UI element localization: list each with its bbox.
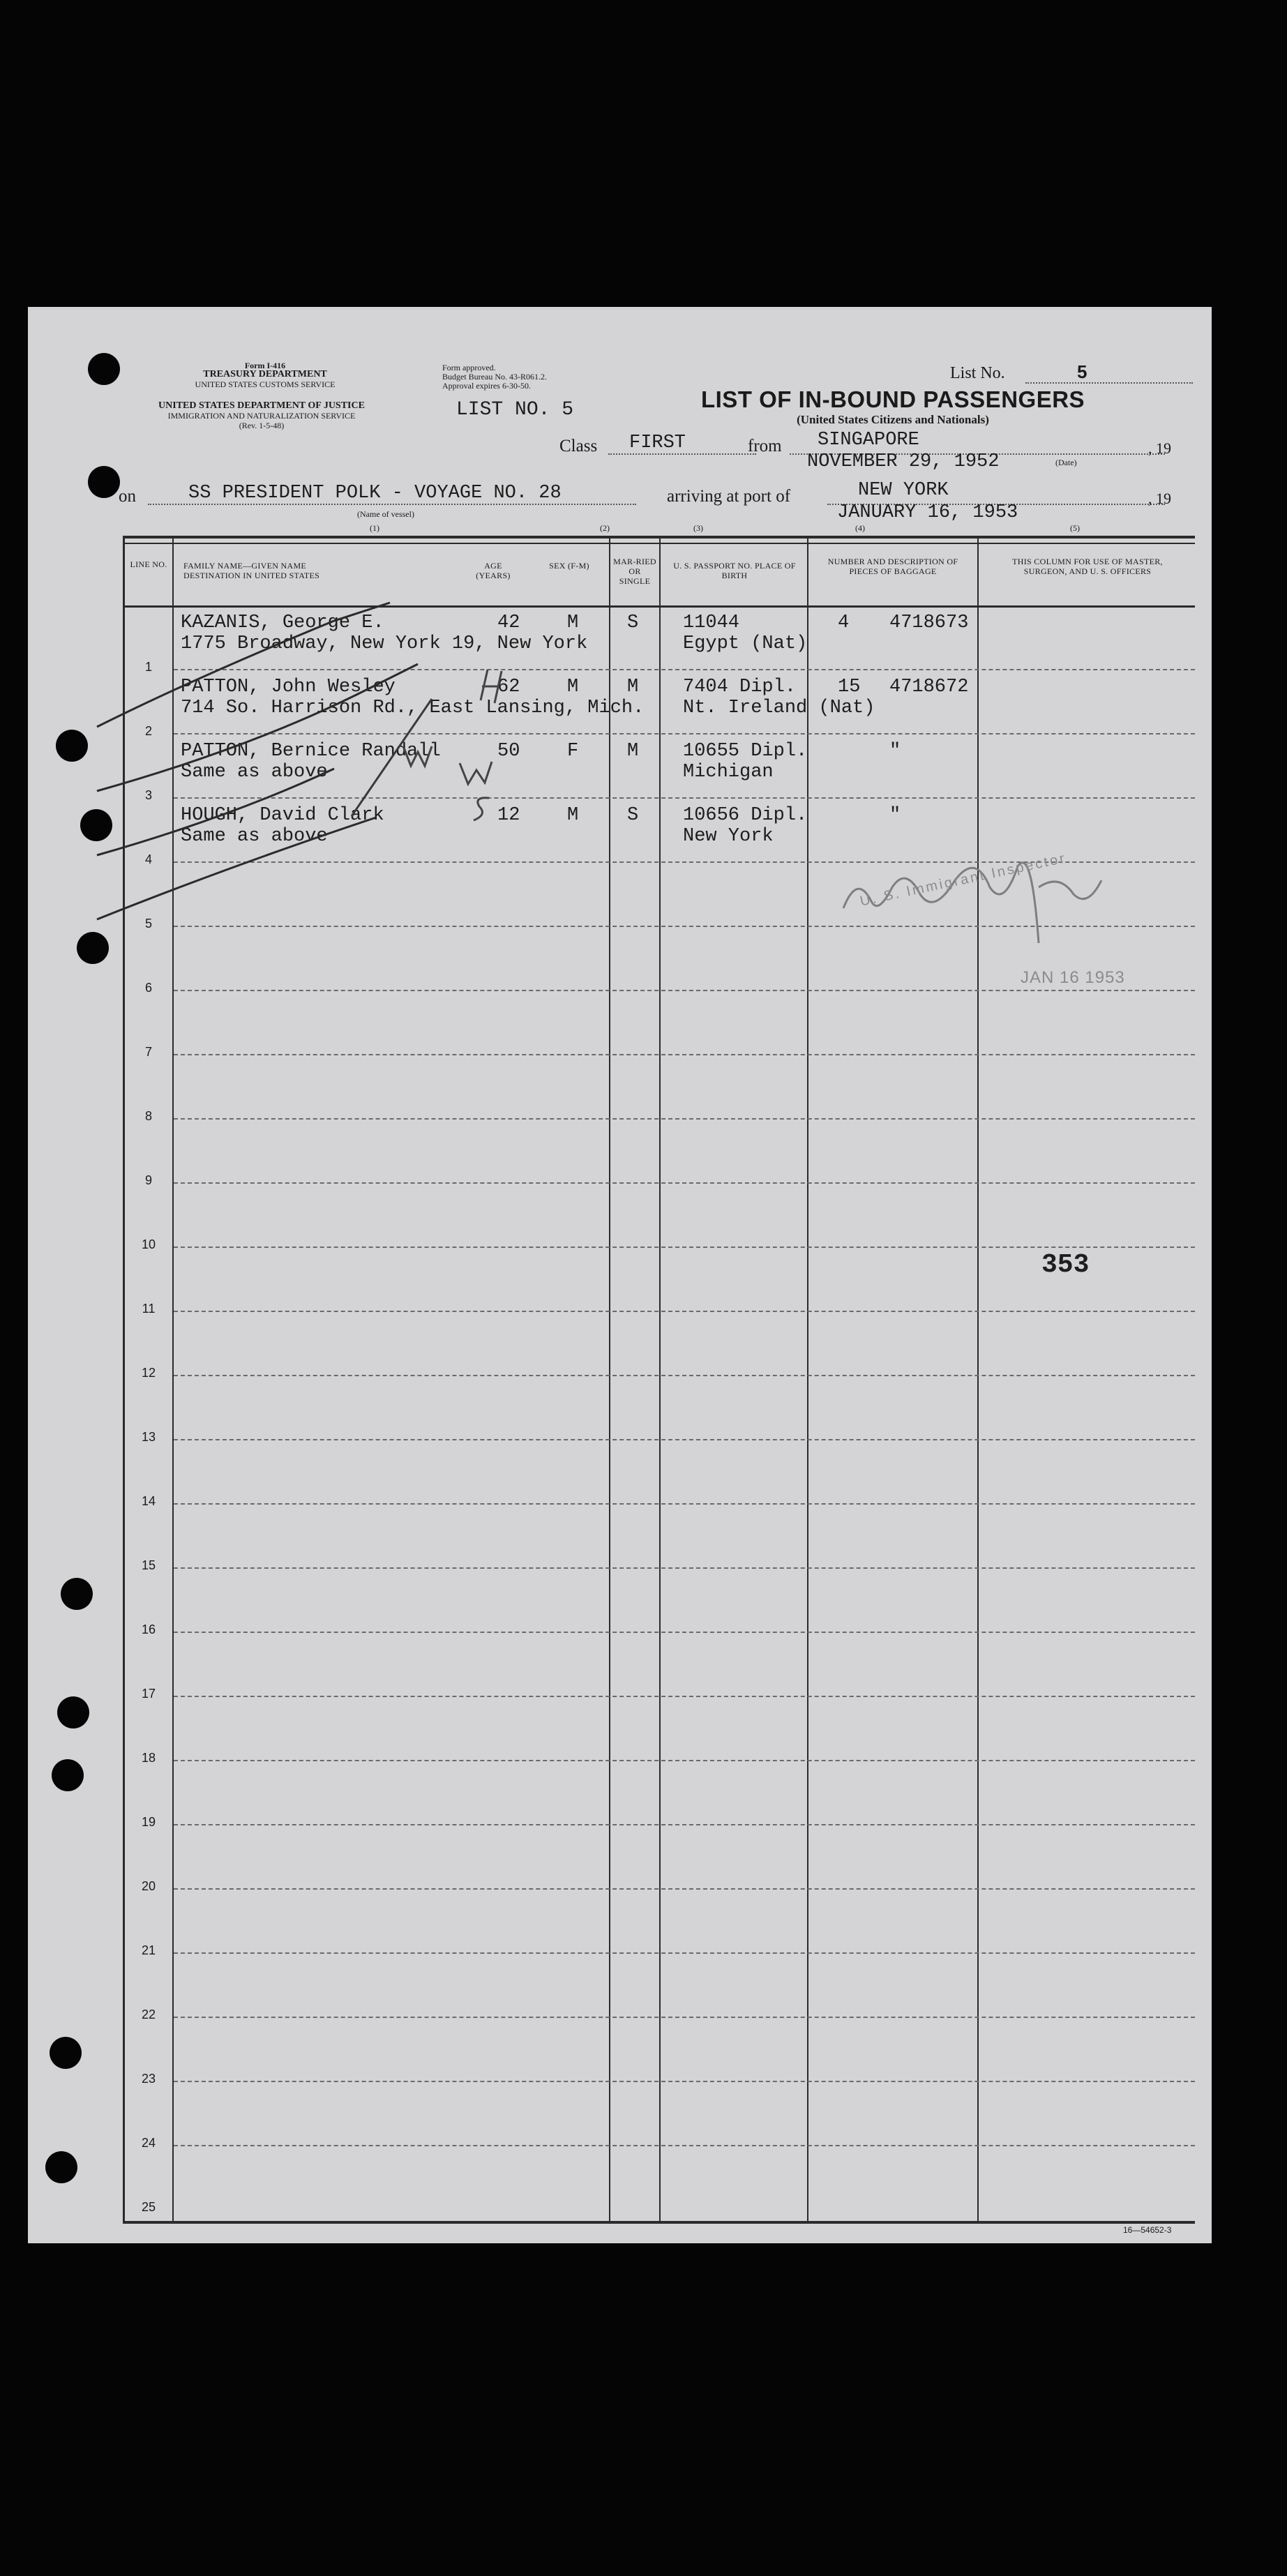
- header-officers: THIS COLUMN FOR USE OF MASTER, SURGEON, AND U. S. OFFICERS: [1012, 557, 1163, 576]
- passenger-name: PATTON, John Wesley: [181, 677, 396, 698]
- row-divider: [174, 1246, 1195, 1248]
- passenger-age: 12: [497, 805, 520, 826]
- passenger-name: HOUGH, David Clark: [181, 805, 384, 826]
- place-of-birth: New York: [683, 826, 774, 847]
- arriving-label: arriving at port of: [667, 487, 791, 506]
- page-count-stamp: 353: [1041, 1250, 1090, 1280]
- line-number: 19: [141, 1815, 156, 1829]
- binder-hole: [56, 730, 88, 762]
- row-divider: [174, 990, 1195, 991]
- baggage-description: ": [889, 805, 901, 826]
- revision: (Rev. 1-5-48): [239, 421, 285, 430]
- on-label: on: [119, 487, 136, 506]
- binder-hole: [88, 466, 120, 498]
- row-divider: [174, 1118, 1195, 1120]
- from-port: SINGAPORE: [818, 430, 919, 451]
- row-divider: [174, 2017, 1195, 2018]
- from-label: from: [748, 437, 782, 455]
- from-date: NOVEMBER 29, 1952: [807, 451, 1000, 472]
- passenger-age: 62: [497, 677, 520, 698]
- passenger-sex: M: [567, 612, 579, 633]
- line-number: 7: [144, 1045, 152, 1059]
- passport-number: 7404 Dipl.: [683, 677, 797, 698]
- header-destination: DESTINATION IN UNITED STATES: [183, 571, 320, 580]
- line-number: 12: [141, 1366, 156, 1380]
- passenger-destination: Same as above: [181, 762, 328, 783]
- passenger-table: [123, 536, 1195, 2224]
- row-divider: [174, 1054, 1195, 1055]
- line-number: 3: [144, 788, 152, 802]
- h-mark: [481, 670, 502, 703]
- header-sex: SEX (F-M): [549, 561, 589, 571]
- check-mark: [97, 818, 376, 919]
- col-num-5: (5): [1070, 523, 1080, 533]
- line-number: 1: [144, 660, 152, 674]
- col-num-3: (3): [693, 523, 703, 533]
- row-divider: [174, 1182, 1195, 1184]
- row-divider: [174, 1952, 1195, 1954]
- passenger-sex: M: [567, 805, 579, 826]
- passenger-name: KAZANIS, George E.: [181, 612, 384, 633]
- row-divider: [174, 1375, 1195, 1376]
- passenger-age: 50: [497, 741, 520, 762]
- passenger-destination: 1775 Broadway, New York 19, New York: [181, 633, 588, 654]
- class-rule: [608, 453, 756, 455]
- row-divider: [174, 1696, 1195, 1697]
- line-number: 21: [141, 1943, 156, 1957]
- passenger-destination: 714 So. Harrison Rd., East Lansing, Mich.: [181, 698, 645, 718]
- page-title: LIST OF IN-BOUND PASSENGERS: [700, 386, 1085, 412]
- inspector-stamp: U. S. Immigrant Inspector: [859, 850, 1068, 910]
- passenger-marital-status: M: [627, 677, 639, 698]
- w-mark: [404, 746, 432, 766]
- row-divider: [174, 1311, 1195, 1312]
- binder-hole: [52, 1759, 84, 1791]
- line-number: 11: [142, 1302, 156, 1316]
- passport-number: 11044: [683, 612, 740, 633]
- row-divider: [174, 2081, 1195, 2082]
- row-divider: [174, 1503, 1195, 1505]
- line-number: 2: [144, 724, 152, 738]
- vessel-label: (Name of vessel): [357, 509, 414, 519]
- binder-hole: [88, 353, 120, 385]
- binder-hole: [45, 2151, 77, 2183]
- line-number: 5: [144, 917, 152, 931]
- passenger-sex: M: [567, 677, 579, 698]
- date-label: (Date): [1055, 458, 1077, 467]
- row-divider: [174, 1439, 1195, 1440]
- list-no-value: 5: [1077, 361, 1087, 382]
- line-number: 25: [141, 2200, 156, 2214]
- arrival-date: JANUARY 16, 1953: [837, 502, 1018, 523]
- binder-hole: [50, 2037, 82, 2069]
- line-number: 14: [141, 1494, 156, 1508]
- budget-bureau: Budget Bureau No. 43-R061.2.: [442, 372, 547, 382]
- row-divider: [174, 1888, 1195, 1890]
- row-divider: [174, 1760, 1195, 1761]
- passenger-sex: F: [567, 741, 579, 762]
- vessel-name: SS PRESIDENT POLK - VOYAGE NO. 28: [188, 483, 562, 504]
- line-number: 18: [141, 1751, 156, 1765]
- binder-hole: [77, 932, 109, 964]
- line-number: 20: [141, 1879, 156, 1893]
- place-of-birth: Nt. Ireland (Nat): [683, 698, 875, 718]
- binder-hole: [80, 809, 112, 841]
- line-number: 22: [141, 2008, 156, 2021]
- passenger-marital-status: M: [627, 741, 639, 762]
- passenger-marital-status: S: [627, 612, 639, 633]
- baggage-description: 4718672: [889, 677, 969, 698]
- form-number: Form I-416: [244, 361, 286, 370]
- line-number: 8: [144, 1109, 152, 1123]
- baggage-description: ": [889, 741, 901, 762]
- manifest-sheet: [28, 307, 1212, 2243]
- w-mark: [460, 762, 492, 784]
- passenger-destination: Same as above: [181, 826, 328, 847]
- binder-hole: [57, 1696, 89, 1728]
- baggage-description: 4718673: [889, 612, 969, 633]
- passenger-name: PATTON, Bernice Randall: [181, 741, 441, 762]
- header-married: MAR-RIED OR SINGLE: [613, 557, 656, 586]
- justice-dept: UNITED STATES DEPARTMENT OF JUSTICE: [158, 400, 365, 411]
- header-age: AGE (YEARS): [476, 561, 511, 580]
- date-stamp: JAN 16 1953: [1021, 968, 1125, 987]
- place-of-birth: Michigan: [683, 762, 774, 783]
- col-num-4: (4): [855, 523, 865, 533]
- line-number: 24: [141, 2136, 156, 2150]
- line-number: 10: [141, 1237, 156, 1251]
- row-divider: [174, 1824, 1195, 1825]
- header-line-no: LINE NO.: [130, 559, 167, 569]
- line-number: 6: [144, 981, 152, 995]
- line-number: 17: [141, 1687, 156, 1701]
- arrival-port: NEW YORK: [858, 480, 949, 501]
- binder-hole: [61, 1578, 93, 1610]
- class-label: Class: [559, 437, 598, 455]
- s-mark: [474, 798, 489, 820]
- page-subtitle: (United States Citizens and Nationals): [797, 413, 989, 426]
- line-number: 23: [141, 2072, 156, 2086]
- list-no-typed: LIST NO. 5: [456, 399, 574, 421]
- list-no-rule: [1025, 382, 1193, 384]
- header-passport: U. S. PASSPORT NO. PLACE OF BIRTH: [673, 561, 796, 580]
- header-name: FAMILY NAME—GIVEN NAME: [183, 561, 307, 571]
- line-number: 4: [144, 852, 152, 866]
- form-approved: Form approved.: [442, 363, 496, 372]
- line-number: 15: [141, 1558, 156, 1572]
- passport-number: 10656 Dipl.: [683, 805, 808, 826]
- customs-service: UNITED STATES CUSTOMS SERVICE: [195, 379, 336, 389]
- passenger-age: 42: [497, 612, 520, 633]
- footer-code: 16—54652-3: [1123, 2225, 1172, 2235]
- check-mark: [97, 603, 390, 727]
- row-divider: [174, 2145, 1195, 2146]
- list-no-label: List No.: [950, 364, 1005, 382]
- col-num-2: (2): [600, 523, 610, 533]
- baggage-pieces: 4: [838, 612, 850, 633]
- ins-service: IMMIGRATION AND NATURALIZATION SERVICE: [167, 411, 356, 421]
- col-num-1: (1): [370, 523, 379, 533]
- class-value: FIRST: [629, 432, 686, 453]
- line-number: 16: [141, 1622, 156, 1636]
- header-baggage: NUMBER AND DESCRIPTION OF PIECES OF BAGGAGE: [827, 557, 958, 576]
- check-mark: [97, 664, 418, 791]
- vessel-rule: [148, 504, 636, 505]
- baggage-pieces: 15: [838, 677, 861, 698]
- treasury-dept: TREASURY DEPARTMENT: [203, 369, 327, 379]
- approval-expires: Approval expires 6-30-50.: [442, 381, 531, 391]
- line-number: 13: [141, 1430, 156, 1444]
- passport-number: 10655 Dipl.: [683, 741, 808, 762]
- passenger-marital-status: S: [627, 805, 639, 826]
- row-divider: [174, 1632, 1195, 1633]
- year-label-1: , 19: [1148, 439, 1171, 457]
- row-divider: [174, 1567, 1195, 1569]
- line-number: 9: [144, 1173, 152, 1187]
- year-label-2: , 19: [1148, 490, 1171, 507]
- place-of-birth: Egypt (Nat): [683, 633, 808, 654]
